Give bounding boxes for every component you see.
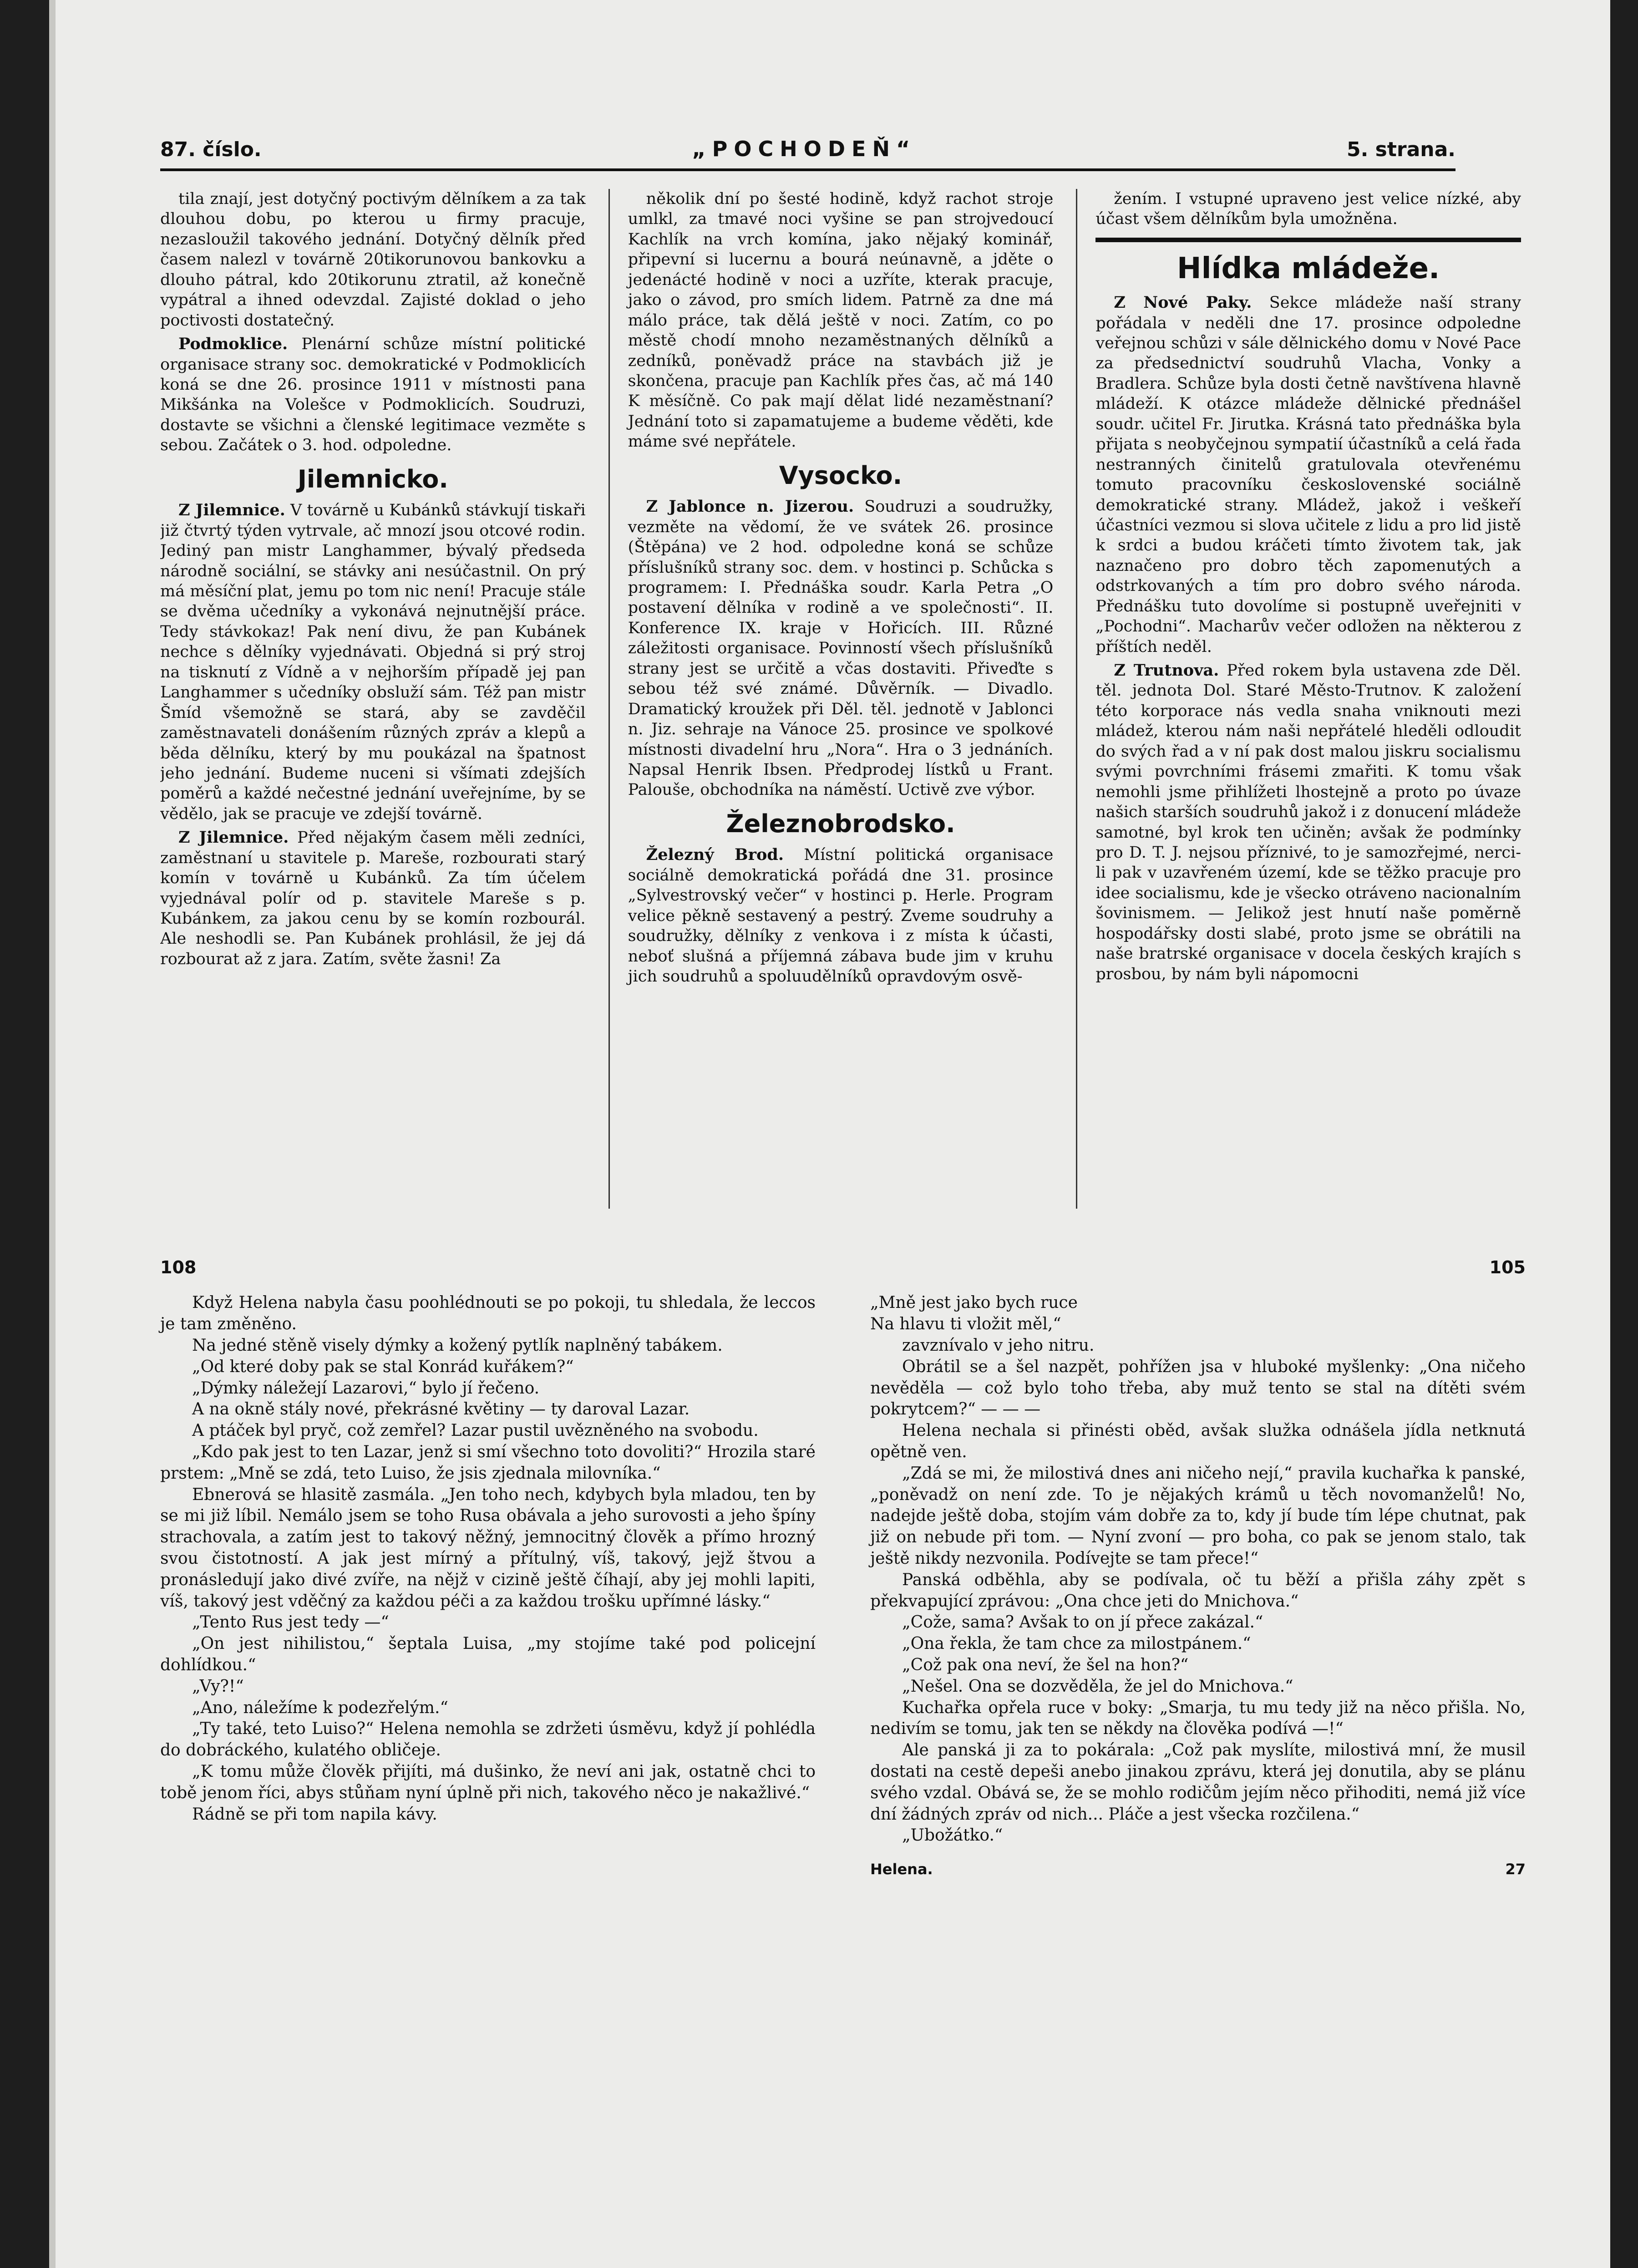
article-paragraph <box>160 828 586 969</box>
book-paragraph: Kuchařka opřela ruce v boky: „Smarja, tu mu tedy již na něco přišla. No, nedivím se tomu, jak ten se někdy na člověka podívá —!“ <box>870 1698 1526 1739</box>
book-paragraph: „On jest nihilistou,“ šeptala Luisa, „my stojíme také pod policejní dohlídkou.“ <box>160 1634 816 1674</box>
column-2 <box>609 189 1054 1209</box>
book-paragraph: Ale panská ji za to pokárala: „Což pak myslíte, milostivá mní, že musil dostati na cestě depeši anebo jinakou zprávu, která jej donutila, aby se plánu svého vzdal. Obává se, že se mohlo rodičům jejím něco přihoditi, nemá již více dní žádných zpráv od nich... Pláče a jest všecka rozčilena.“ <box>870 1741 1526 1824</box>
book-paragraph: Na jedné stěně visely dýmky a kožený pytlík naplněný tabákem. <box>192 1336 723 1355</box>
book-paragraph: „Vy?!“ <box>192 1677 244 1696</box>
book-paragraph: zavznívalo v jeho nitru. <box>902 1336 1095 1355</box>
article-paragraph <box>160 334 586 456</box>
article-lead: Podmoklice. <box>178 335 288 354</box>
book-footer-number: 27 <box>1505 1861 1526 1878</box>
article-lead: Z Jablonce n. Jizerou. <box>646 497 854 516</box>
book-text-right <box>870 1292 1526 1846</box>
article-paragraph <box>160 500 586 824</box>
book-paragraph: „Ano, náležíme k podezřelým.“ <box>192 1698 448 1717</box>
article-text: Plenární schůze místní politické organisace strany soc. demokratické v Podmoklicích koná se dne 26. prosince 1911 v místnosti pana Mikšánka na Volešce v Podmoklicích. Soudruzi, dostavte se všichni a členské legitimace vezměte s sebou. Začátek o 3. hod. odpoledne. <box>160 335 586 455</box>
article-paragraph <box>1095 293 1521 657</box>
book-paragraph: A ptáček byl pryč, což zemřel? Lazar pustil uvězněného na svobodu. <box>192 1421 759 1440</box>
newspaper-title: „POCHODEŇ“ <box>692 137 917 161</box>
book-paragraph: „Což pak ona neví, že šel na hon?“ <box>902 1655 1189 1674</box>
issue-number: 87. číslo. <box>160 138 262 161</box>
book-verse-line: Na hlavu ti vložit měl,“ <box>870 1315 1061 1334</box>
section-heading: Vysocko. <box>779 461 903 490</box>
book-paragraph: „Tento Rus jest tedy —“ <box>192 1613 389 1632</box>
book-paragraph: „Nešel. Ona se dozvěděla, že jel do Mnichova.“ <box>902 1677 1293 1696</box>
book-paragraph: „K tomu může člověk přijíti, má dušinko, že neví ani jak, ostatně chci to tobě jenom říci, abys stůňam nyní úplně při nich, takového něco je nakažlivé.“ <box>160 1762 816 1802</box>
page-header <box>160 137 1455 171</box>
section-heading: Jilemnicko. <box>297 464 448 493</box>
article-lead: Z Jilemnice. <box>178 501 285 520</box>
book-paragraph: „Dýmky náležejí Lazarovi,“ bylo jí řečeno. <box>192 1378 540 1398</box>
article-lead: Z Jilemnice. <box>178 828 289 847</box>
book-paragraph: „Ubožátko.“ <box>902 1826 1003 1845</box>
article-paragraph <box>628 497 1054 800</box>
article-text: Sekce mládeže naší strany pořádala v neděli dne 17. prosince odpoledne veřejnou schůzi v sále dělnického domu v Nové Pace za předsednictví soudruhů Vlacha, Vonky a Bradlera. Schůze byla dosti četně navštívena hlavně mládeží. K otázce mládeže dělnické přednášel soudr. učitel Fr. Jirutka. Krásná tato přednáška byla přijata s neobyčejnou sympatií účastníků a celá řada nestranných činitelů gratulovala otevřenému tomuto pracovníku československé sociálně demokratické strany. Mládež, jakož i veškeří účastníci vezmou si slova učitele z lidu a pro lid jistě k srdci a budou kráčeti tímto životem tak, jak naznačeno pro dobro těch zapomenutých a odstrkovaných a tím pro dobro svého národa. Přednášku tuto dovolíme si postupně uveřejniti v „Pochodni“. Macharův večer odložen na některou z příštích neděl. <box>1095 294 1521 656</box>
article-text: Před rokem byla ustavena zde Děl. těl. jednota Dol. Staré Město-Trutnov. K založení této korporace nás vedla snaha vniknouti mezi mládež, kterou nám naši nepřátelé hleděli odloudit do svých řad a v ní pak dost malou jiskru socialismu svými povrchními frásemi zmařiti. K tomu však nemohli jsme přihlížeti lhostejně a proto po úvaze našich starších soudruhů jakož i z donucení mládeže samotné, byl krok ten učiněn; avšak že podmínky pro D. T. J. nejsou příznivé, to je samozřejmé, nerci-li pak v uzavřeném území, kde se těžko pracuje pro idee socialismu, kde je všecko otráveno nacionalním šovinismem. — Jelikož jest hnutí naše poměrně hospodářsky dosti slabé, proto jsme se obrátili na naše bratrské organisace v docela českých krajích s prosbou, by nám byli nápomocni <box>1095 661 1521 983</box>
book-paragraph: „Kdo pak jest to ten Lazar, jenž si smí všechno toto dovoliti?“ Hrozila staré prstem: „Mně se zdá, teto Luiso, že jsis zjednala milovníka.“ <box>160 1442 816 1483</box>
book-insert <box>160 1256 1526 2212</box>
book-footer <box>870 1860 1526 1879</box>
book-paragraph: „Zdá se mi, že milostivá dnes ani ničeho nejí,“ pravila kuchařka k panské, „poněvadž on není zde. To je nějakých krámů u těch novomanželů! No, nadejde ještě doba, stojím vám dobře za to, kdy jí bude tím lépe chutnat, pak již on nebude při tom. — Nyní zvoní — pro boha, co pak se jenom stalo, tak ještě nikdy nezvonila. Podívejte se tam přece!“ <box>870 1464 1526 1568</box>
book-paragraph: „Cože, sama? Avšak to on jí přece zakázal.“ <box>902 1613 1263 1632</box>
article-text: několik dní po šesté hodině, když rachot stroje umlkl, za tmavé noci vyšine se pan strojvedoucí Kachlík na vrch komína, jako nějaký kominář, připevní si lucernu a bourá neúnavně, a jděte o jedenácté hodině v noci a uzříte, kterak pracuje, jako o závod, pro smích lidem. Patrně za dne má málo práce, tak dělá ještě v noci. Zatím, co po městě chodí mnoho nezaměstnaných dělníků a zedníků, poněvadž práce na stavbách již je skončena, pracuje pan Kachlík přes čas, ač má 140 K měsíčně. Co pak mají dělat lidé nezaměstnaní? Jednání toto si zapamatujeme a budeme věděti, kde máme své nepřátele. <box>628 190 1054 451</box>
book-page-left <box>160 1256 816 2212</box>
page-number: 5. strana. <box>1347 138 1455 161</box>
book-paragraph: Ebnerová se hlasitě zasmála. „Jen toho nech, kdybych byla mladou, ten by se mi již líbil. Nemálo jsem se toho Rusa obávala a jeho surovosti a jeho špíny strachovala, a zatím jest to takový něžný, jemnocitný člověk a přímo hrozný svou čistotností. A jak jest mírný a přítulný, víš, takový, jejž štvou a pronásledují jako divé zvíře, na nějž v cizině ještě číhají, aby jej mohli lapiti, víš, takový jest vděčný za každou péči a za každou trošku upřímné lásky.“ <box>160 1485 816 1611</box>
book-paragraph: „Ona řekla, že tam chce za milostpánem.“ <box>902 1634 1251 1653</box>
book-page-right <box>870 1256 1526 2212</box>
book-paragraph: Obrátil se a šel nazpět, pohřížen jsa v hluboké myšlenky: „Ona ničeho nevěděla — což bylo toho třeba, aby muž tento se stal na dítěti svém pokrytcem?“ — — — <box>870 1357 1526 1419</box>
article-paragraph <box>160 189 586 331</box>
article-text: V továrně u Kubánků stávkují tiskaři již čtvrtý týden vytrvale, ač mnozí jsou otcové rodin. Jediný pan mistr Langhammer, bývalý předseda národně sociální, se stávky ani nesúčastnil. On prý má měsíční plat, jemu po tom nic není! Pracuje stále se dvěma učedníky a vykonává nejnutnější práce. Tedy stávkokaz! Pak není divu, že pan Kubánek nechce s dělníky vyjednávati. Objedná si prý stroj na tisknutí z Vídně a v nejhorším případě jej pan Langhammer s učedníky obsluží sám. Též pan mistr Šmíd všemožně se stará, aby se zavděčil zaměstnavateli donášením různých zpráv a klepů a běda dělníku, který by mu poukázal na špatnost jeho jednání. Budeme nuceni si všímati zdejších poměrů a každé nečestné jednání uveřejníme, by se vědělo, jak se pracuje ve zdejší továrně. <box>160 501 586 823</box>
book-verse-line: „Mně jest jako bych ruce <box>870 1293 1078 1312</box>
book-text-left <box>160 1292 816 1825</box>
article-paragraph <box>628 845 1054 987</box>
book-page-number-right: 105 <box>1489 1257 1526 1277</box>
article-lead: Železný Brod. <box>646 845 784 864</box>
book-footer-label: Helena. <box>870 1861 933 1878</box>
article-lead: Z Nové Paky. <box>1114 293 1252 312</box>
book-paragraph: „Ty také, teto Luiso?“ Helena nemohla se zdržeti úsměvu, když jí pohlédla do dobráckého, kulatého obličeje. <box>160 1719 816 1760</box>
article-text: žením. I vstupné upraveno jest velice nízké, aby účast všem dělníkům byla umožněna. <box>1095 190 1521 229</box>
section-heading: Železnobrodsko. <box>726 809 955 838</box>
article-text: Před nějakým časem měli zedníci, zaměstnaní u stavitele p. Mareše, rozbourati starý komín v továrně u Kubánků. Za tím účelem vyjednával polír od p. stavitele Mareše s p. Kubánkem, za jakou cenu by se komín rozbourál. Ale neshodli se. Pan Kubánek prohlásil, že jej dá rozbourat až z jara. Zatím, světe žasni! Za <box>160 829 586 968</box>
column-1 <box>160 189 586 1209</box>
book-paragraph: Panská odběhla, aby se podívala, oč tu běží a přišla záhy zpět s překvapující zprávou: „Ona chce jeti do Mnichova.“ <box>870 1570 1526 1611</box>
article-text: tila znají, jest dotyčný poctivým dělníkem a za tak dlouhou dobu, po kterou u firmy pracuje, nezasloužil takového jednání. Dotyčný dělník před časem nalezl v továrně 20tikorunovou bankovku a dlouho pátral, kdo 20tikorunu ztratil, až konečně vypátral a ihned odevzdal. Zajisté doklad o jeho poctivosti dostatečný. <box>160 190 586 330</box>
book-paragraph: Rádně se při tom napila kávy. <box>192 1805 437 1824</box>
article-columns <box>160 189 1521 1209</box>
book-paragraph: A na okně stály nové, překrásné květiny — ty daroval Lazar. <box>192 1400 690 1419</box>
article-text: Místní politická organisace sociálně demokratická pořádá dne 31. prosince „Sylvestrovský večer“ v hostinci p. Herle. Program velice pěkně sestavený a pestrý. Zveme soudruhy a soudružky, dělníky z venkova i z místa k účasti, neboť slušná a příjemná zábava bude jim v kruhu jich soudruhů a spoluudělníků opravdovým osvě- <box>628 846 1054 986</box>
book-paragraph: Helena nechala si přinésti oběd, avšak služka odnášela jídla netknutá opětně ven. <box>870 1421 1526 1461</box>
article-paragraph <box>1095 189 1521 229</box>
section-heading: Hlídka mládeže. <box>1095 238 1521 287</box>
article-paragraph <box>1095 661 1521 984</box>
book-page-number-left: 108 <box>160 1257 197 1277</box>
book-paragraph: „Od které doby pak se stal Konrád kuřákem?“ <box>192 1357 574 1376</box>
article-lead: Z Trutnova. <box>1114 661 1219 680</box>
newspaper-page <box>49 0 1610 2268</box>
article-paragraph <box>628 189 1054 452</box>
article-text: Soudruzi a soudružky, vezměte na vědomí, že ve svátek 26. prosince (Štěpána) ve 2 hod. odpoledne koná se schůze příslušníků strany soc. dem. v hostinci p. Schůcka s programem: I. Přednáška soudr. Karla Petra „O postavení dělníka v rodině a ve společnosti“. II. Konference IX. kraje v Hořicích. III. Různé záležitosti organisace. Povinností všech příslušníků strany jest se určitě a včas dostaviti. Přiveďte s sebou též své známé. Důvěrník. — Divadlo. Dramatický kroužek při Děl. těl. jednotě v Jablonci n. Jiz. sehraje na Vánoce 25. prosince ve spolkové místnosti divadelní hru „Nora“. Hra o 3 jednáních. Napsal Henrik Ibsen. Předprodej lístků u Frant. Palouše, obchodníka na náměstí. Uctivě zve výbor. <box>628 498 1054 799</box>
column-3 <box>1076 189 1521 1209</box>
book-paragraph: Když Helena nabyla času poohlédnouti se po pokoji, tu shledala, že leccos je tam změněno. <box>160 1293 816 1334</box>
